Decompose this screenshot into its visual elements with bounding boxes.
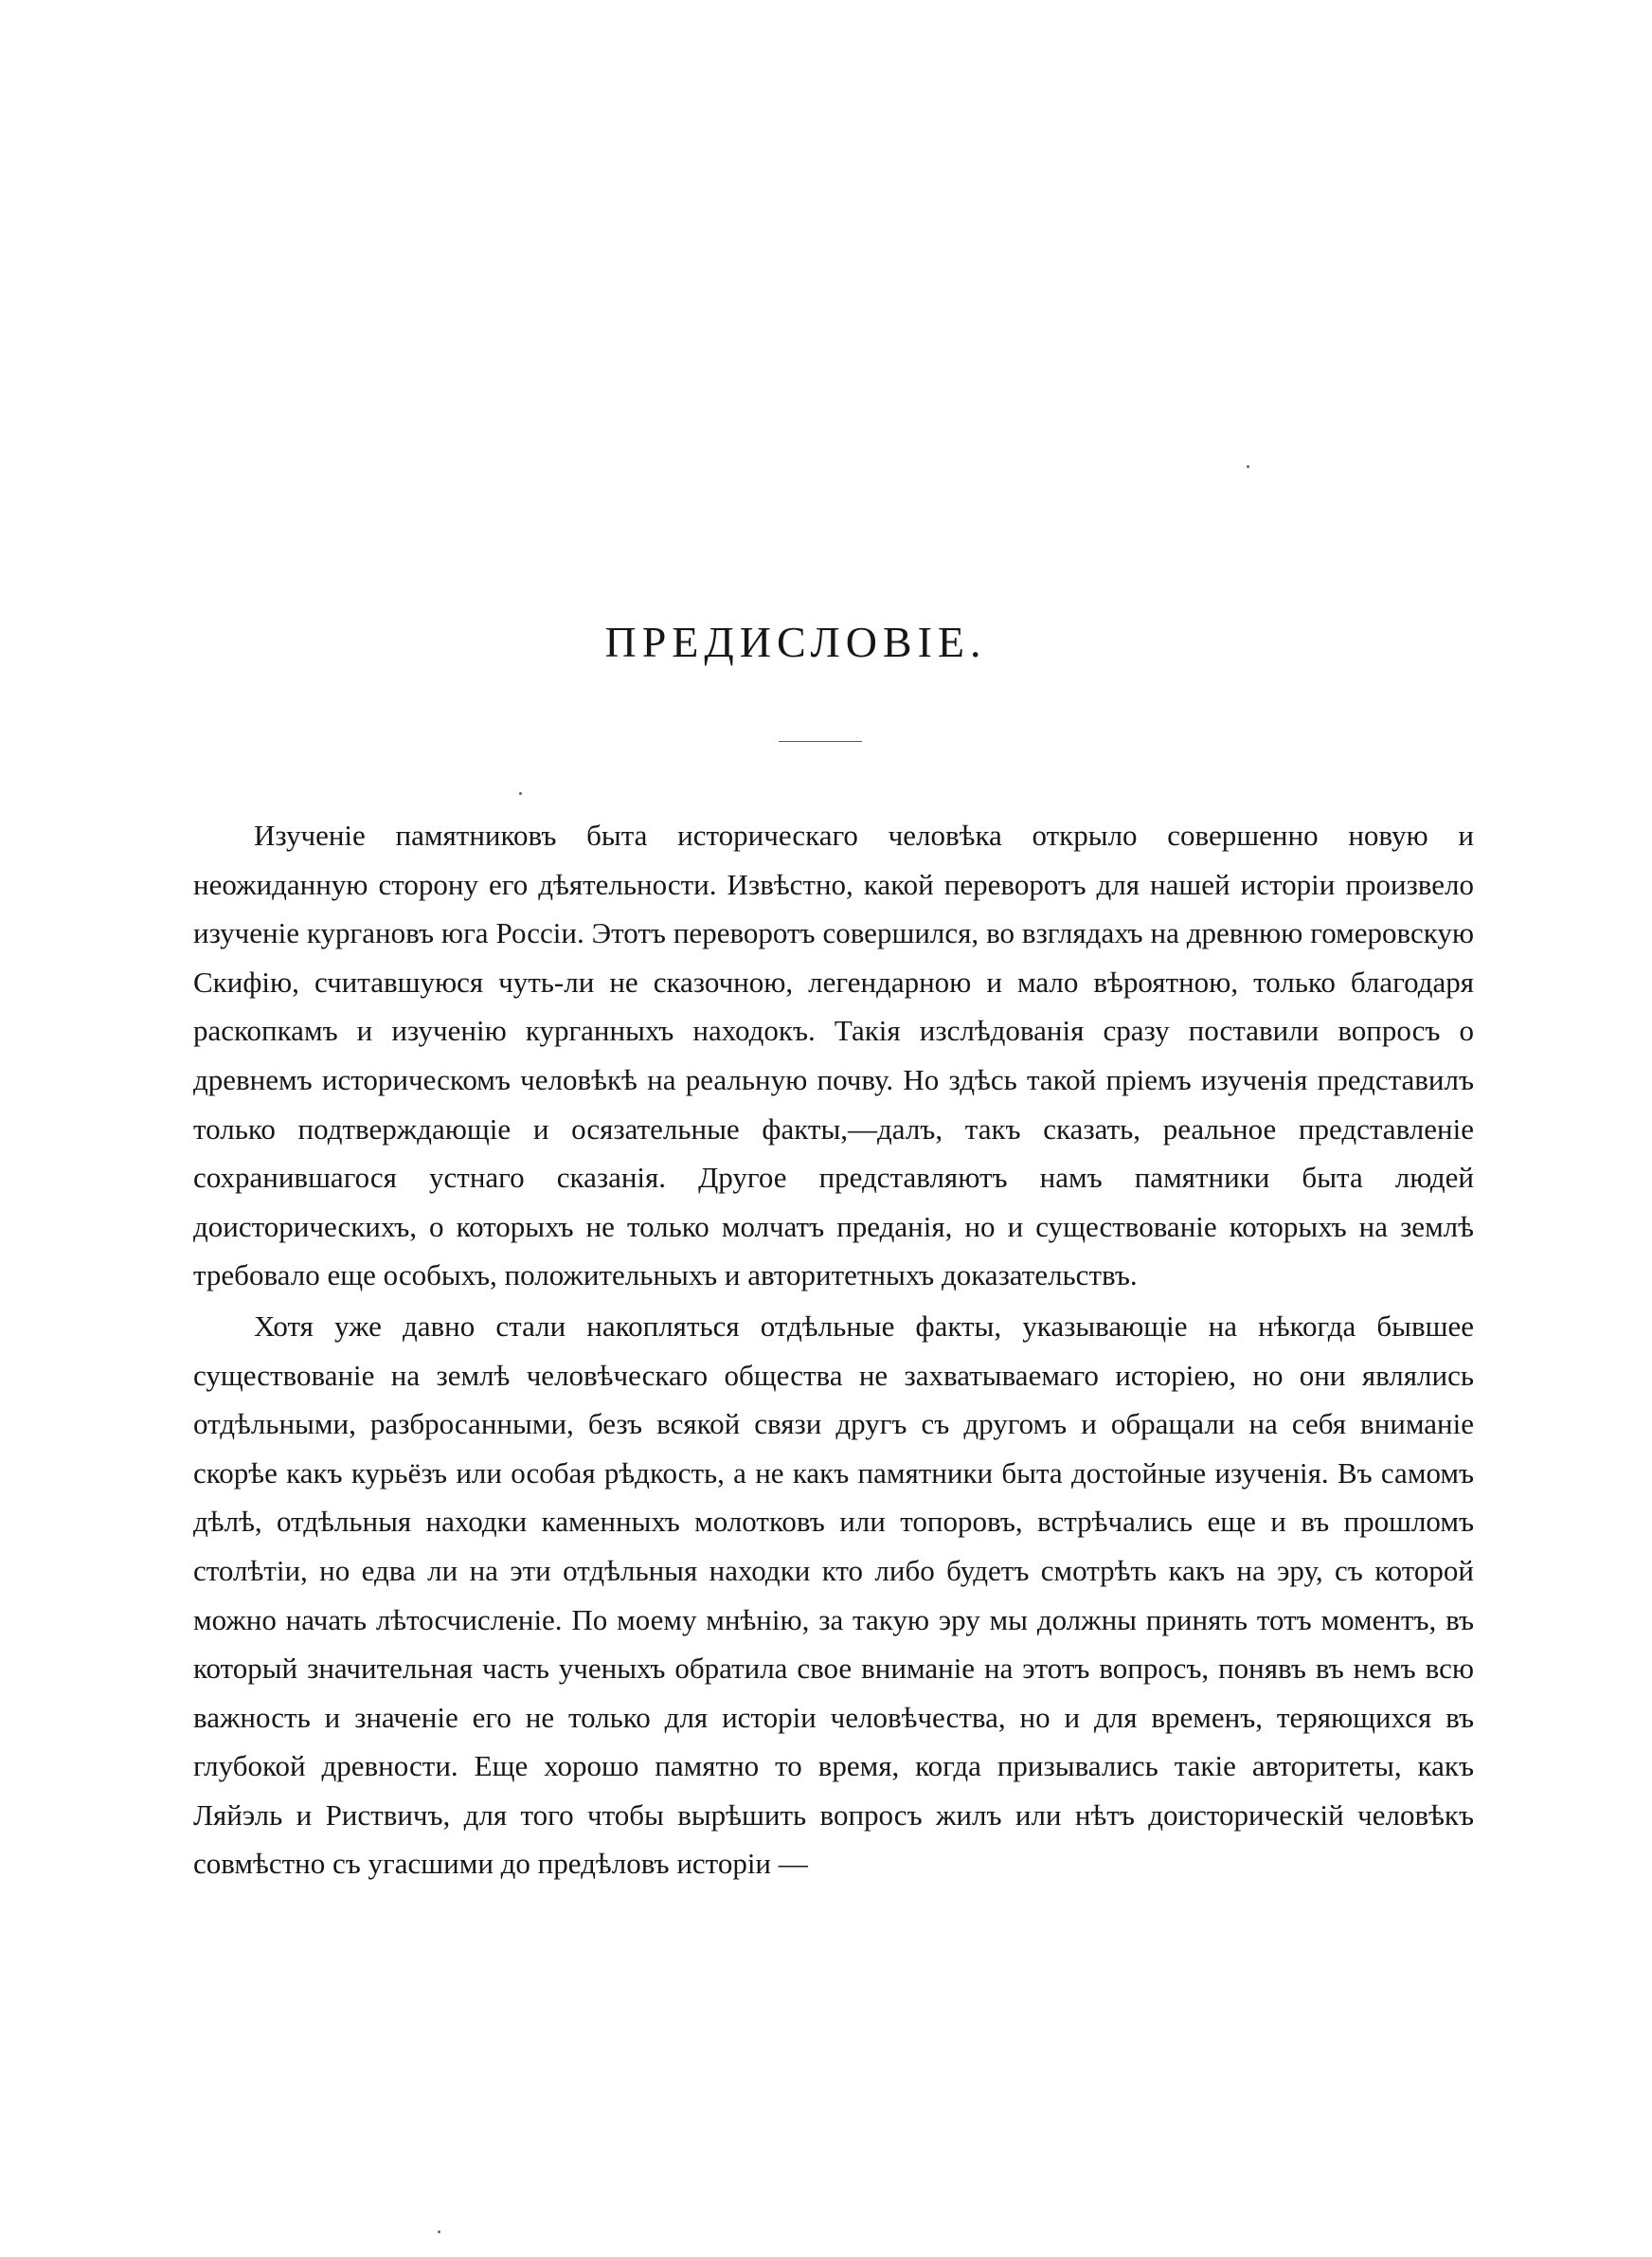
- paragraph-2: Хотя уже давно стали накопляться отдѣльные факты, указывающіе на нѣкогда бывшее существованіе на землѣ человѣческаго общества не захватываемаго исторіею, но они являлись отдѣльными, разбросанными, безъ всякой связи другъ съ другомъ и обращали на себя вниманіе скорѣе какъ курьёзъ или особая рѣдкость, а не какъ памятники быта достойные изученія. Въ самомъ дѣлѣ, отдѣльныя находки каменныхъ молотковъ или топоровъ, встрѣчались еще и въ прошломъ столѣтіи, но едва ли на эти отдѣльныя находки кто либо будетъ смотрѣть какъ на эру, съ которой можно начать лѣтосчисленіе. По моему мнѣнію, за такую эру мы должны принять тотъ моментъ, въ который значительная часть ученыхъ обратила свое вниманіе на этотъ вопросъ, понявъ въ немъ всю важность и значеніе его не только для исторіи человѣчества, но и для временъ, теряющихся въ глубокой древности. Еще хорошо памятно то время, когда призывались такіе авторитеты, какъ Ляйэль и Риствичъ, для того чтобы вырѣшить вопросъ жилъ или нѣтъ доисторическій человѣкъ совмѣстно съ угасшими до предѣловъ исторіи —: [193, 1309, 1474, 1881]
- print-speck: [519, 792, 522, 795]
- chapter-title: ПРЕДИСЛОВІЕ.: [604, 618, 987, 666]
- title-divider: [779, 741, 862, 742]
- paragraph-1: Изученіе памятниковъ быта историческаго человѣка открыло совершенно новую и неожиданную сторону его дѣятельности. Извѣстно, какой переворотъ для нашей исторіи произвело изученіе кургановъ юга Россіи. Этотъ переворотъ совершился, во взглядахъ на древнюю гомеровскую Скифію, считавшуюся чуть-ли не сказочною, легендарною и мало вѣроятною, только благодаря раскопкамъ и изученію курганныхъ находокъ. Такія изслѣдованія сразу поставили вопросъ о древнемъ историческомъ человѣкѣ на реальную почву. Но здѣсь такой пріемъ изученія представилъ только подтверждающіе и осязательные факты,—далъ, такъ сказать, реальное представленіе сохранившагося устнаго сказанія. Другое представляютъ намъ памятники быта людей доисторическихъ, о которыхъ не только молчатъ преданія, но и существованіе которыхъ на землѣ требовало еще особыхъ, положительныхъ и авторитетныхъ доказательствъ.: [193, 819, 1474, 1292]
- body-text: [193, 811, 1474, 1888]
- print-speck: [438, 2230, 440, 2233]
- print-speck: [1247, 465, 1249, 468]
